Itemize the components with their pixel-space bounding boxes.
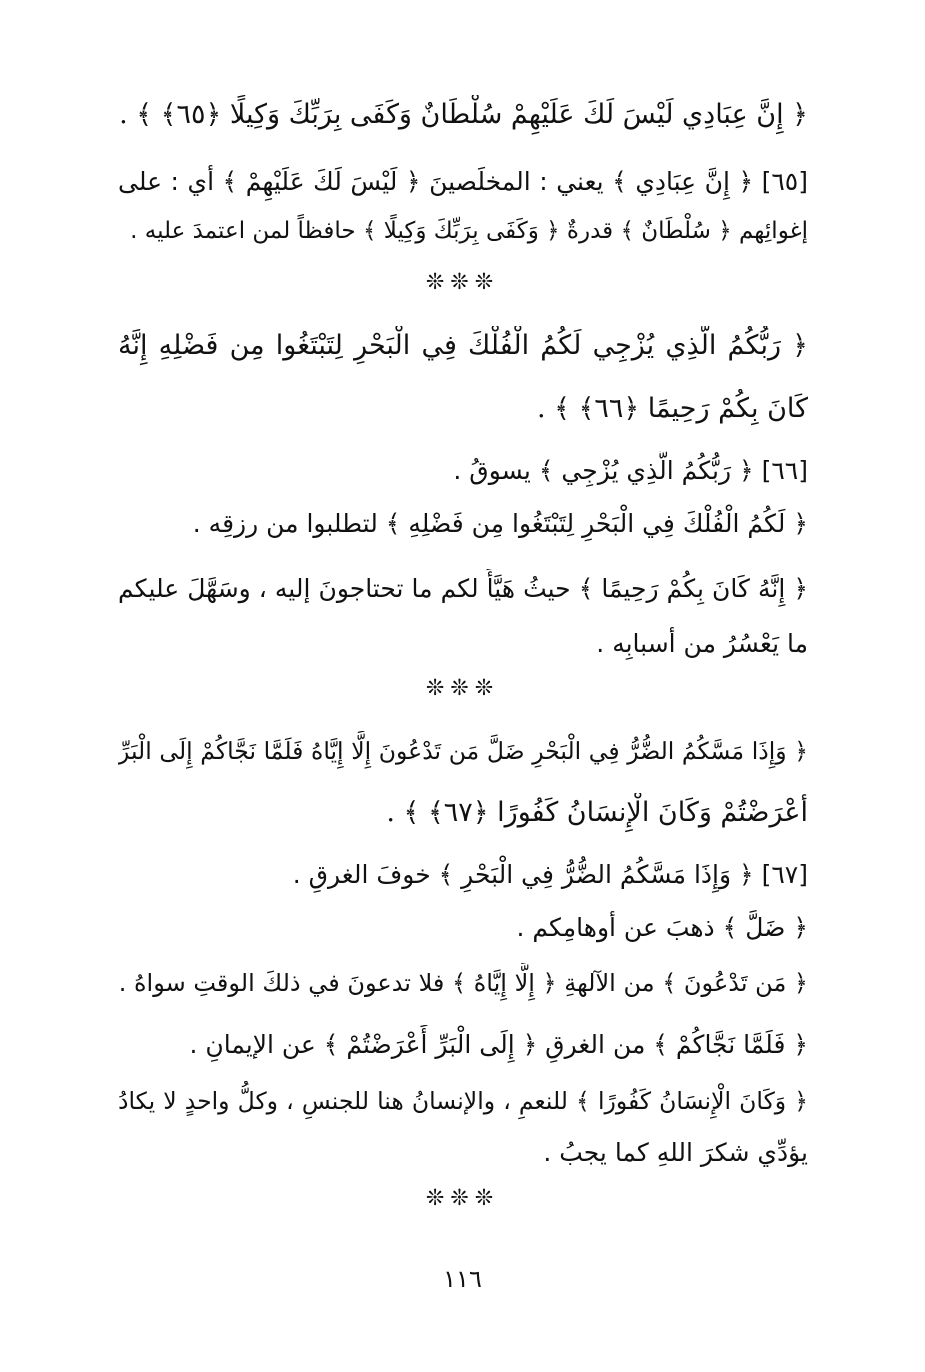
commentary-66-line-3: ﴿ إِنَّهُ كَانَ بِكُمْ رَحِيمًا ﴾ حيثُ هَيَّأَ لكم ما تحتاجونَ إليه ، وسَهَّلَ عليكم (118, 574, 808, 603)
commentary-65-line-1: [٦٥] ﴿ إِنَّ عِبَادِي ﴾ يعني : المخلَصينَ ﴿ لَيْسَ لَكَ عَلَيْهِمْ ﴾ أي : على (118, 167, 808, 196)
commentary-67-line-3: ﴿ مَن تَدْعُونَ ﴾ من الآلهةِ ﴿ إِلَّا إِيَّاهُ ﴾ فلا تدعونَ في ذلكَ الوقتِ سواهُ . (118, 969, 808, 997)
verse-67-line-2: أَعْرَضْتُمْ وَكَانَ الْإِنسَانُ كَفُورًا ﴿٦٧﴾ ﴾ . (386, 797, 808, 828)
commentary-67-line-1: [٦٧] ﴿ وَإِذَا مَسَّكُمُ الضُّرُّ فِي الْبَحْرِ ﴾ خوفَ الغرقِ . (292, 860, 808, 889)
page-number: ١١٦ (443, 1265, 482, 1293)
verse-65-line-1: ﴿ إِنَّ عِبَادِي لَيْسَ لَكَ عَلَيْهِمْ سُلْطَانٌ وَكَفَى بِرَبِّكَ وَكِيلًا ﴿٦٥﴾ ﴾ . (119, 99, 808, 130)
commentary-66-line-4: ما يَعْسُرُ من أسبابِه . (596, 629, 808, 658)
commentary-66-line-1: [٦٦] ﴿ رَبُّكُمُ الَّذِي يُزْجِي ﴾ يسوقُ . (453, 456, 808, 485)
commentary-65-line-2: إغوائِهم ﴿ سُلْطَانٌ ﴾ قدرةٌ ﴿ وَكَفَى بِرَبِّكَ وَكِيلًا ﴾ حافظاً لمن اعتمدَ عليه . (130, 218, 808, 244)
commentary-67-line-2: ﴿ ضَلَّ ﴾ ذهبَ عن أوهامِكم . (516, 913, 808, 942)
verse-66-line-1: ﴿ رَبُّكُمُ الَّذِي يُزْجِي لَكُمُ الْفُلْكَ فِي الْبَحْرِ لِتَبْتَغُوا مِن فَضْلِهِ إِنَّهُ (118, 330, 808, 361)
commentary-66-line-2: ﴿ لَكُمُ الْفُلْكَ فِي الْبَحْرِ لِتَبْتَغُوا مِن فَضْلِهِ ﴾ لتطلبوا من رزقِه . (192, 509, 808, 538)
section-separator-3: ❊❊❊ (425, 1186, 500, 1211)
verse-66-line-2: كَانَ بِكُمْ رَحِيمًا ﴿٦٦﴾ ﴾ . (537, 393, 808, 424)
verse-67-line-1: ﴿ وَإِذَا مَسَّكُمُ الضُّرُّ فِي الْبَحْرِ ضَلَّ مَن تَدْعُونَ إِلَّا إِيَّاهُ فَلَمَّا نَجَّاكُمْ إِلَى الْبَرِّ (118, 737, 808, 765)
commentary-67-line-6: يؤدِّي شكرَ اللهِ كما يجبُ . (543, 1138, 808, 1167)
commentary-67-line-4: ﴿ فَلَمَّا نَجَّاكُمْ ﴾ من الغرقِ ﴿ إِلَى الْبَرِّ أَعْرَضْتُمْ ﴾ عن الإيمانِ . (189, 1030, 808, 1059)
section-separator-1: ❊❊❊ (425, 270, 500, 295)
section-separator-2: ❊❊❊ (425, 676, 500, 701)
commentary-67-line-5: ﴿ وَكَانَ الْإِنسَانُ كَفُورًا ﴾ للنعمِ ، والإنسانُ هنا للجنسِ ، وكلُّ واحدٍ لا يكادُ (118, 1087, 808, 1115)
